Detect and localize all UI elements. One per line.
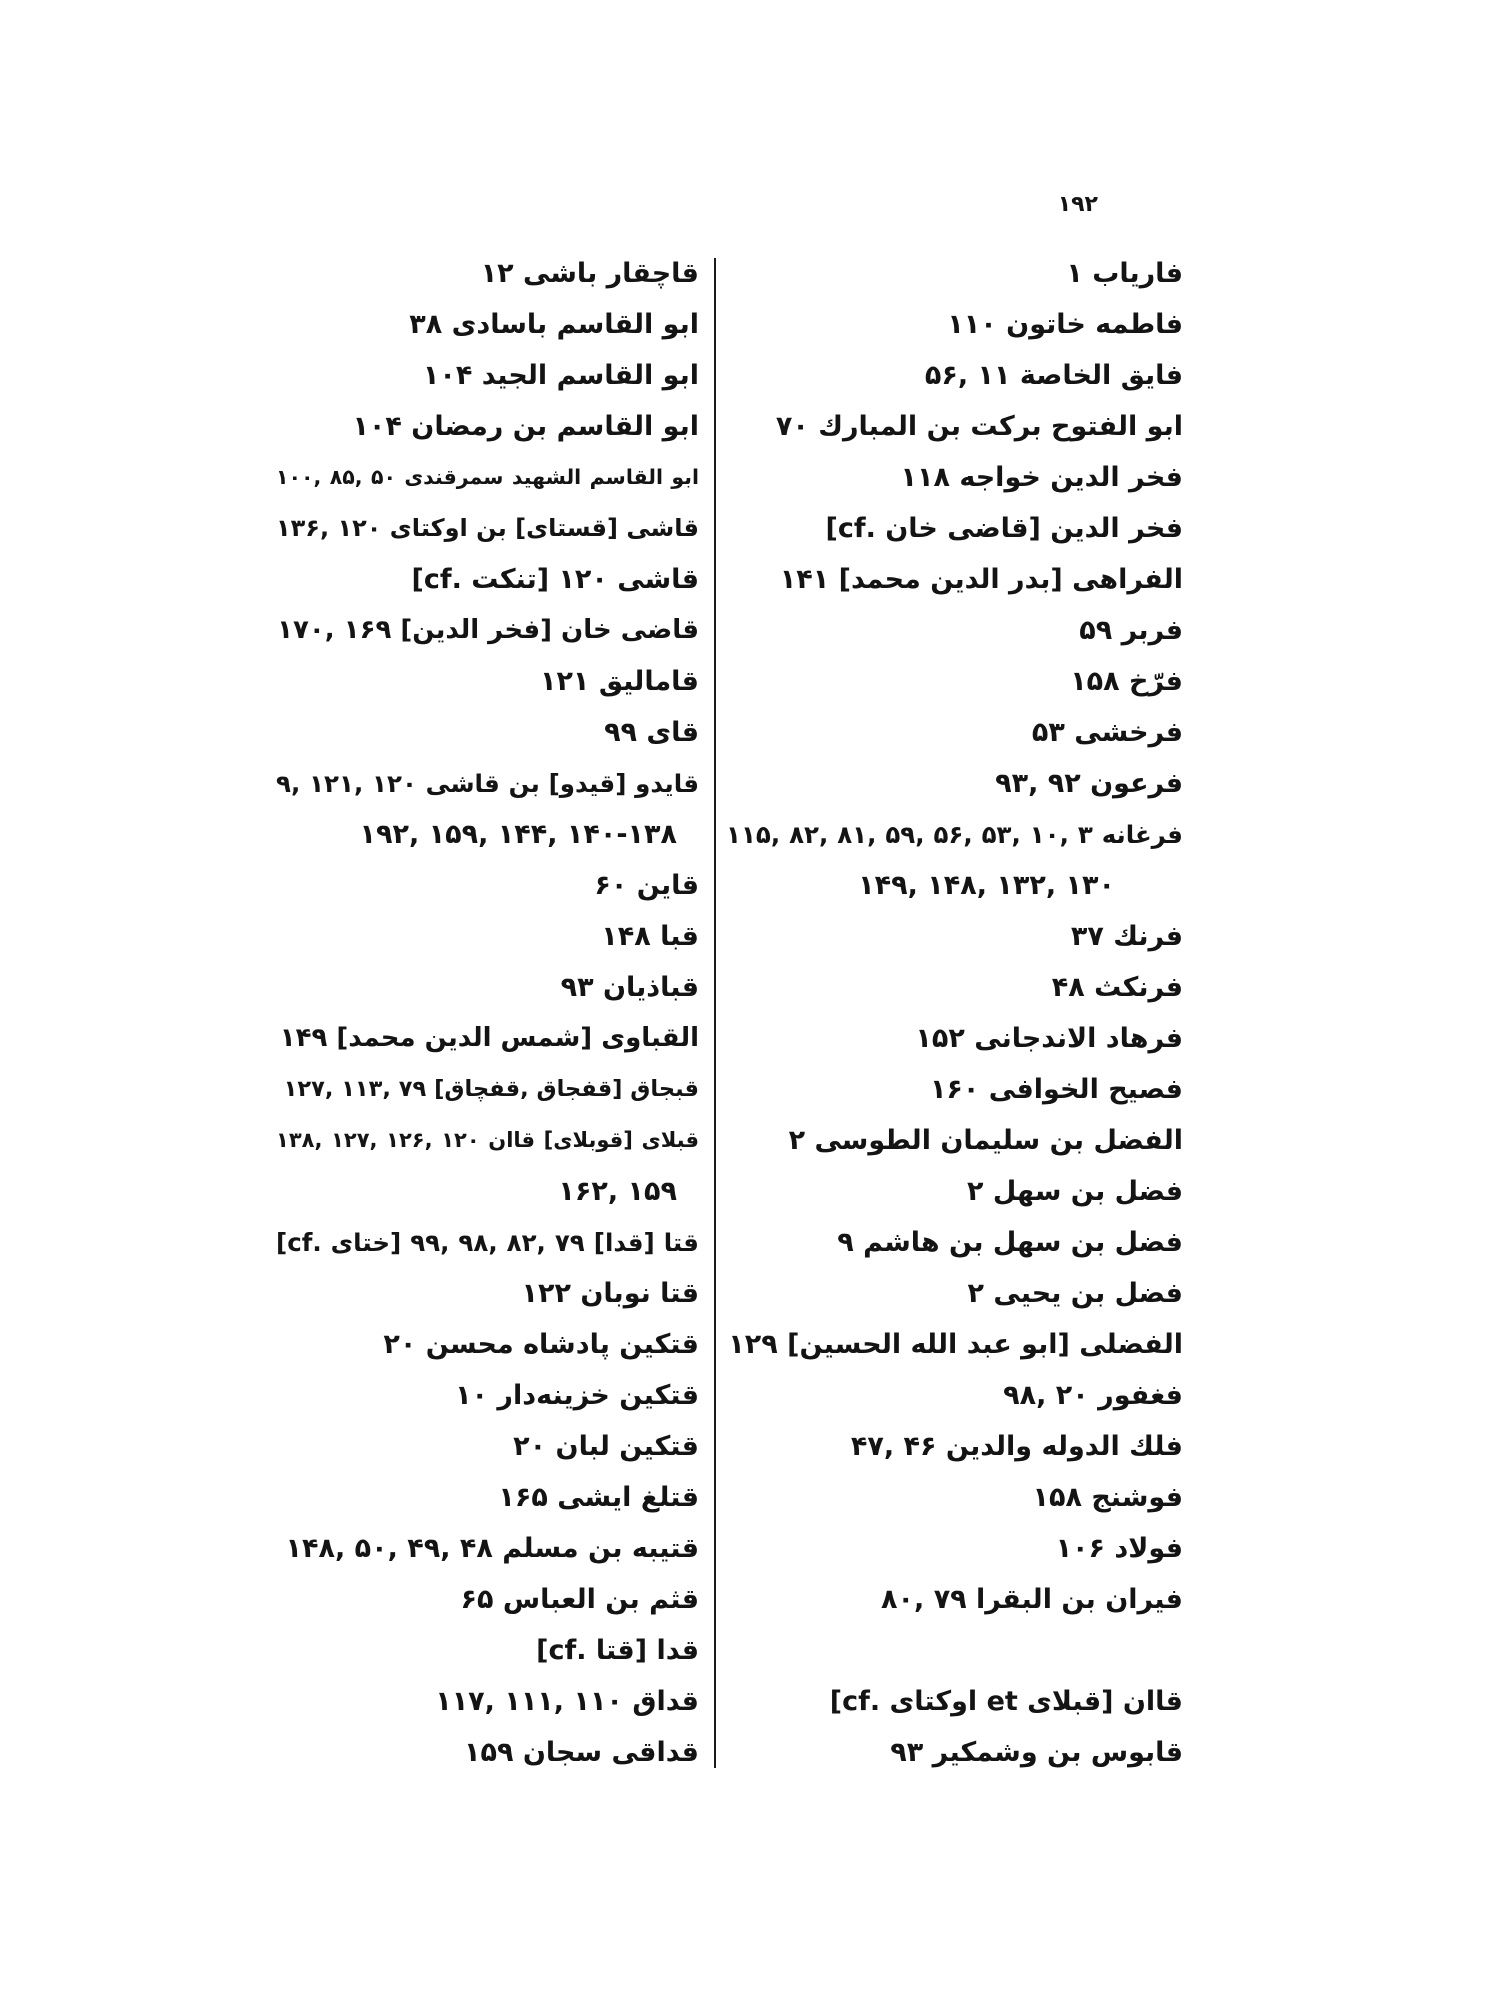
index-entry: فصيح الخوافى ۱۶۰ xyxy=(929,1074,1183,1105)
index-entry: فربر ۵۹ xyxy=(1079,615,1183,646)
index-entry: فخر الدين [قاضى خان .cf] xyxy=(825,513,1183,544)
page-number: ۱۹۲ xyxy=(1057,192,1098,217)
index-entry: قباذيان ۹۳ xyxy=(560,972,699,1003)
index-entry: فرنك ۳۷ xyxy=(1070,921,1183,952)
index-entry: قتيبه بن مسلم ۴۸ ,۴۹ ,۵۰ ,۱۴۸ xyxy=(285,1533,699,1564)
index-entry: قثم بن العباس ۶۵ xyxy=(460,1584,699,1615)
index-entry: قاشى ۱۲۰ [تنكت .cf] xyxy=(411,564,699,595)
index-entry: قدا [قتا .cf] xyxy=(536,1635,699,1666)
index-entry: فولاد ۱۰۶ xyxy=(1055,1533,1183,1564)
index-entry: ابو القاسم بن رمضان ۱۰۴ xyxy=(352,411,699,442)
index-entry: فرهاد الاندجانى ۱۵۲ xyxy=(915,1023,1183,1054)
index-entry: قتكين لبان ۲۰ xyxy=(513,1431,699,1462)
index-entry: قداق ۱۱۰ ,۱۱۱ ,۱۱۷ xyxy=(435,1686,699,1717)
index-entry: فايق الخاصة ۱۱ ,۵۶ xyxy=(924,360,1183,391)
index-entry: فخر الدين خواجه ۱۱۸ xyxy=(900,462,1183,493)
index-column-right xyxy=(726,248,1183,1778)
index-entry: قتكين خزينه‌دار ۱۰ xyxy=(455,1380,699,1411)
index-entry: قايدو [قيدو] بن قاشى ۱۲۰ ,۱۲۱ ,۹ xyxy=(276,769,699,798)
index-entry: ابو القاسم باسادى ۳۸ xyxy=(409,309,699,340)
index-entry: فاطمه خاتون ۱۱۰ xyxy=(947,309,1183,340)
index-entry: فضل بن يحيى ۲ xyxy=(967,1278,1183,1309)
index-column-left xyxy=(276,248,699,1778)
index-entry: الفضل بن سليمان الطوسى ۲ xyxy=(788,1125,1183,1156)
index-entry: قاچقار باشى ۱۲ xyxy=(480,258,699,289)
index-entry: فرنكث ۴۸ xyxy=(1051,972,1183,1003)
index-entry: فوشنج ۱۵۸ xyxy=(1032,1482,1183,1513)
index-entry-continuation: ۱۵۹ ,۱۶۲ xyxy=(558,1176,677,1207)
index-entry: قاشى [قستاى] بن اوكتاى ۱۲۰ ,۱۳۶ xyxy=(276,514,699,542)
index-entry: فرعون ۹۲ ,۹۳ xyxy=(995,768,1183,799)
index-entry: فرغانه ۳ ,۱۰ ,۵۳ ,۵۶ ,۵۹ ,۸۱ ,۸۲ ,۱۱۵ xyxy=(726,820,1183,849)
index-entry-continuation: ۱۴۰-۱۳۸ ,۱۴۴ ,۱۵۹ ,۱۹۲ xyxy=(359,819,677,850)
index-entry: قاين ۶۰ xyxy=(594,870,699,901)
index-entry: قتكين پادشاه محسن ۲۰ xyxy=(383,1329,699,1360)
index-entry: قتلغ ايشى ۱۶۵ xyxy=(498,1482,699,1513)
index-entry: فغفور ۲۰ ,۹۸ xyxy=(1003,1380,1183,1411)
index-entry: قاان [قبلاى et اوكتاى .cf] xyxy=(829,1686,1183,1717)
index-entry: الفضلى [ابو عبد الله الحسين] ۱۲۹ xyxy=(728,1329,1183,1360)
index-entry-continuation: ۱۳۰ ,۱۳۲ ,۱۴۸ ,۱۴۹ xyxy=(858,870,1115,901)
index-entry: قتا نوبان ۱۲۲ xyxy=(521,1278,699,1309)
index-entry: فرخشى ۵۳ xyxy=(1031,717,1183,748)
index-entry: قاماليق ۱۲۱ xyxy=(539,666,699,697)
index-entry: قابوس بن وشمكير ۹۳ xyxy=(890,1737,1183,1768)
index-entry: ابو القاسم الجيد ۱۰۴ xyxy=(422,360,699,391)
index-entry: قبا ۱۴۸ xyxy=(601,921,699,952)
index-entry: الفراهى [بدر الدين محمد] ۱۴۱ xyxy=(779,564,1183,595)
index-entry: قبلاى [قوبلاى] قاان ۱۲۰ ,۱۲۶ ,۱۲۷ ,۱۳۸ xyxy=(276,1128,699,1152)
section-gap xyxy=(726,1625,1183,1676)
index-entry: فيران بن البقرا ۷۹ ,۸۰ xyxy=(881,1584,1183,1615)
index-entry: فضل بن سهل بن هاشم ۹ xyxy=(837,1227,1183,1258)
index-entry: قاضى خان [فخر الدين] ۱۶۹ ,۱۷۰ xyxy=(277,615,699,645)
index-entry: قاى ۹۹ xyxy=(604,717,699,748)
index-entry: ابو الفتوح بركت بن المبارك ۷۰ xyxy=(775,411,1183,442)
index-entry: ابو القاسم الشهيد سمرقندى ۵۰ ,۸۵ ,۱۰۰ xyxy=(276,465,699,489)
index-entry: فلك الدوله والدين ۴۶ ,۴۷ xyxy=(850,1431,1183,1462)
index-entry: فارياب ۱ xyxy=(1066,258,1183,289)
index-entry: القباوى [شمس الدين محمد] ۱۴۹ xyxy=(279,1023,699,1053)
column-divider xyxy=(714,258,716,1768)
index-entry: فرّخ ۱۵۸ xyxy=(1070,666,1183,697)
index-entry: قبجاق [قفجاق ,قفچاق] ۷۹ ,۱۱۳ ,۱۲۷ xyxy=(283,1076,699,1102)
index-entry: قداقى سجان ۱۵۹ xyxy=(464,1737,699,1768)
index-entry: قتا [قدا] ۷۹ ,۸۲ ,۹۸ ,۹۹ [ختاى .cf] xyxy=(276,1228,699,1257)
index-entry: فضل بن سهل ۲ xyxy=(967,1176,1183,1207)
